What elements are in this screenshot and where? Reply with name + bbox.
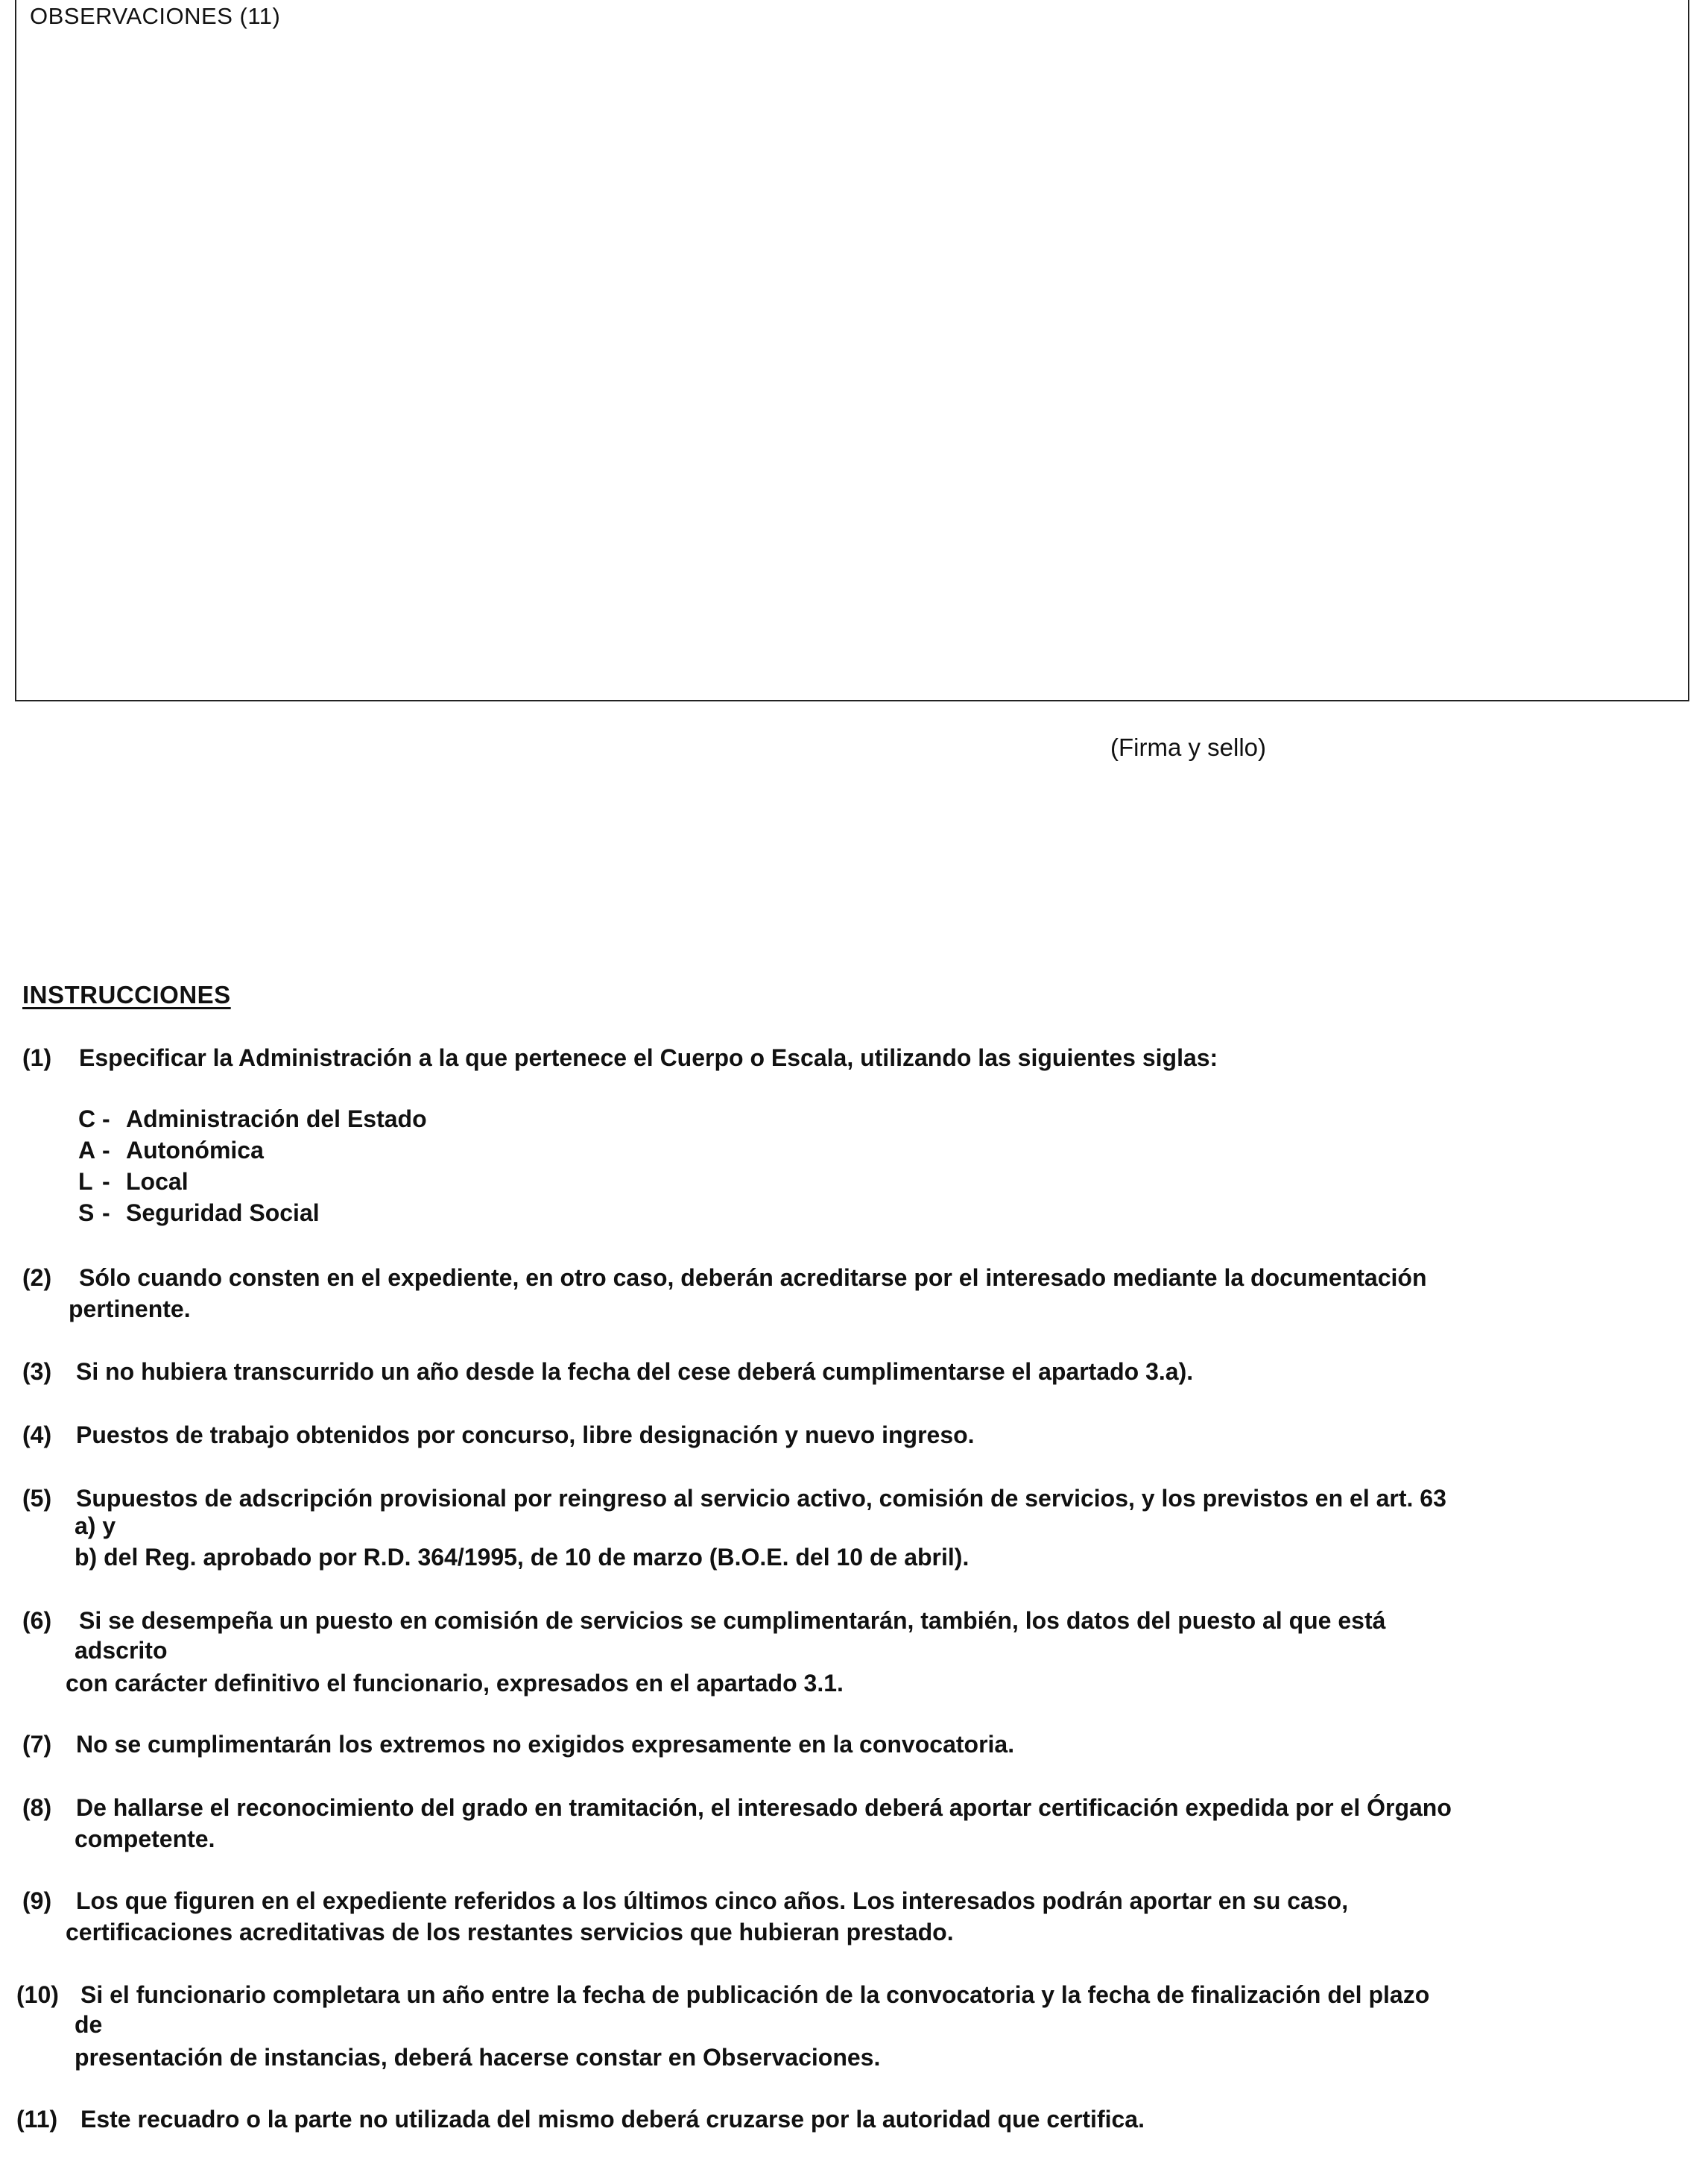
note-10-continuation: de [75,2011,103,2038]
note-text: Si el funcionario completara un año entre la fecha de publicación de la convocatoria y la fecha de finalización del plazo [80,1981,1430,2008]
sigla-code: L [78,1168,93,1195]
note-2-continuation: pertinente. [69,1295,191,1322]
note-5-continuation: b) del Reg. aprobado por R.D. 364/1995, de 10 de marzo (B.O.E. del 10 de abril). [75,1544,970,1571]
sigla-label: Administración del Estado [126,1105,427,1132]
note-text: Especificar la Administración a la que pertenece el Cuerpo o Escala, utilizando las siguientes siglas: [79,1044,1218,1071]
sigla-label: Autonómica [126,1137,264,1164]
note-10-continuation: presentación de instancias, deberá hacerse constar en Observaciones. [75,2044,881,2071]
sigla-item [78,1197,427,1228]
note-10 [16,1979,1429,2010]
note-6-continuation: con carácter definitivo el funcionario, expresados en el apartado 3.1. [66,1670,844,1697]
note-number: (9) [22,1887,52,1914]
note-6 [22,1605,1385,1636]
sigla-item [78,1166,427,1197]
sigla-code: S [78,1199,95,1226]
note-5-continuation: a) y [75,1512,116,1539]
sigla-label: Seguridad Social [126,1199,320,1226]
note-text: Si no hubiera transcurrido un año desde la fecha del cese deberá cumplimentarse el apartado 3.a). [76,1358,1194,1385]
note-text: Este recuadro o la parte no utilizada del mismo deberá cruzarse por la autoridad que certifica. [80,2106,1145,2133]
note-3 [22,1356,1193,1387]
note-9-continuation: certificaciones acreditativas de los restantes servicios que hubieran prestado. [66,1919,954,1945]
sigla-label: Local [126,1168,189,1195]
siglas-list [78,1103,427,1228]
note-text: Supuestos de adscripción provisional por reingreso al servicio activo, comisión de servicios, y los previstos en el art. 63 [76,1485,1446,1512]
note-text: Si se desempeña un puesto en comisión de servicios se cumplimentarán, también, los datos del puesto al que está [79,1607,1386,1634]
note-text: Sólo cuando consten en el expediente, en otro caso, deberán acreditarse por el interesado mediante la documentación [79,1264,1427,1291]
note-8-continuation: competente. [75,1825,215,1852]
sigla-item [78,1134,427,1166]
note-text: No se cumplimentarán los extremos no exigidos expresamente en la convocatoria. [76,1731,1015,1758]
note-number: (7) [22,1731,52,1758]
note-text: De hallarse el reconocimiento del grado en tramitación, el interesado deberá aportar certificación expedida por el Órgano [76,1794,1452,1821]
note-6-continuation: adscrito [75,1637,168,1664]
note-text: Puestos de trabajo obtenidos por concurso, libre designación y nuevo ingreso. [76,1421,975,1448]
instrucciones-heading: INSTRUCCIONES [22,981,231,1009]
note-4 [22,1419,975,1451]
note-text: Los que figuren en el expediente referidos a los últimos cinco años. Los interesados podrán aportar en su caso, [76,1887,1349,1914]
observaciones-title: OBSERVACIONES (11) [30,3,281,29]
note-9 [22,1885,1348,1916]
note-number: (10) [16,1981,59,2008]
note-number: (1) [22,1044,52,1071]
note-number: (2) [22,1264,52,1291]
note-7 [22,1729,1014,1760]
sigla-code: A [78,1137,96,1164]
signature-label: (Firma y sello) [1110,733,1267,761]
note-number: (5) [22,1485,52,1512]
note-number: (6) [22,1607,52,1634]
note-number: (11) [16,2106,58,2133]
note-number: (4) [22,1421,52,1448]
note-1 [22,1042,1218,1073]
note-2 [22,1262,1426,1293]
sigla-dash: - [102,1137,110,1164]
sigla-code: C [78,1105,96,1132]
note-11 [16,2103,1145,2135]
sigla-dash: - [102,1168,110,1195]
observaciones-box[interactable] [15,0,1689,701]
note-number: (8) [22,1794,52,1821]
sigla-dash: - [102,1105,110,1132]
note-5 [22,1483,1446,1514]
note-number: (3) [22,1358,52,1385]
sigla-item [78,1103,427,1134]
sigla-dash: - [102,1199,110,1226]
note-8 [22,1792,1452,1823]
